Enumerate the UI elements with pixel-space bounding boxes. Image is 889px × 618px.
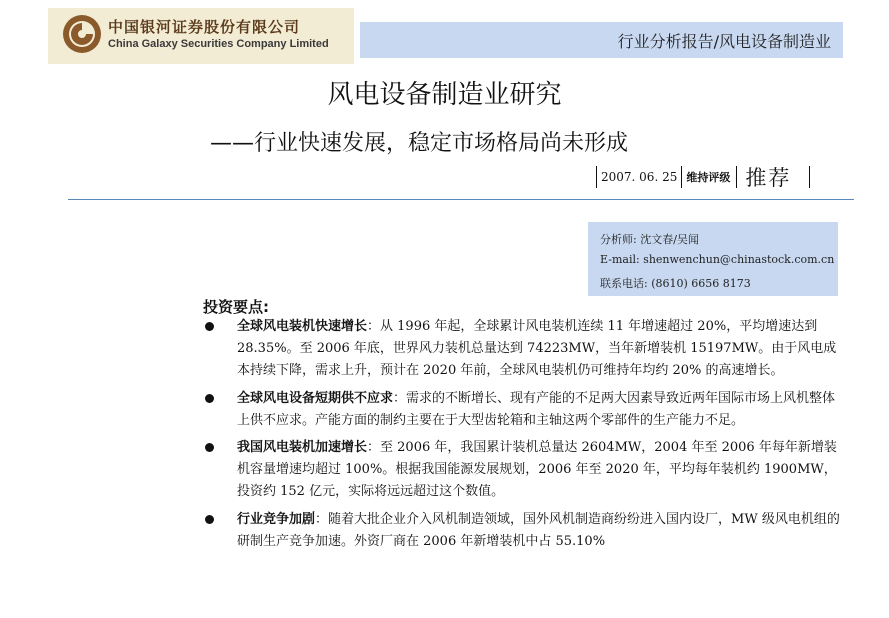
rating-label: 维持评级 (686, 171, 731, 184)
analyst-names: 分析师: 沈文春/吴闻 (600, 233, 699, 246)
list-item (203, 437, 843, 504)
bullet-text: ：随着大批企业介入风机制造领域，国外风机制造商纷纷进入国内设厂，MW 级风电机组的研制生产竞争加速。外资厂商在 2006 年新增装机中占 55.10% (237, 511, 840, 549)
rating-bar (596, 165, 810, 189)
header-rule (68, 199, 854, 200)
report-date: 2007. 06. 25 (601, 170, 678, 184)
divider (736, 166, 737, 188)
bullet-text: ：至 2006 年，我国累计装机总量达 2604MW，2004 年至 2006 年每年新增装机容量增速均超过 100%。根据我国能源发展规划，2006 年至 2020 年，平均每年装机约 1900MW，投资约 152 亿元，实际将远远超过这个数值。 (237, 440, 837, 500)
bullet-icon (205, 394, 214, 403)
bullet-icon (205, 515, 214, 524)
divider (681, 166, 682, 188)
analyst-email[interactable]: E-mail: shenwenchun@chinastock.com.cn (600, 253, 835, 266)
company-name-cn: 中国银河证券股份有限公司 (108, 18, 301, 36)
bullet-text: ：从 1996 年起，全球累计风电装机连续 11 年增速超过 20%，平均增速达到 28.35%。至 2006 年底，世界风力装机总量达到 74223MW，当年新增装机 15197MW。由于风电成本持续下降，需求上升，预计在 2020 年前，全球风电装机仍可维持年均约 20% 的高速增长。 (237, 319, 837, 379)
investment-points-list (203, 316, 843, 558)
bullet-lead: 行业竞争加剧 (237, 511, 316, 527)
bullet-lead: 全球风电装机快速增长 (237, 319, 368, 334)
bullet-lead: 我国风电装机加速增长 (237, 440, 368, 456)
report-title: 风电设备制造业研究 (327, 80, 562, 110)
galaxy-logo-icon (61, 13, 103, 55)
bullet-text: ：需求的不断增长、现有产能的不足两大因素导致近两年国际市场上风机整体上供不应求。产能方面的制约主要在于大型齿轮箱和主轴这两个零部件的生产能力不足。 (237, 390, 836, 428)
list-item (203, 388, 843, 432)
bullet-lead: 全球风电设备短期供不应求 (237, 390, 394, 406)
list-item (203, 509, 843, 553)
report-category: 行业分析报告/风电设备制造业 (617, 32, 831, 51)
divider (809, 166, 810, 188)
company-name-en: China Galaxy Securities Company Limited (108, 38, 329, 50)
list-item (203, 316, 843, 383)
divider (596, 166, 597, 188)
section-heading: 投资要点: (203, 298, 269, 316)
bullet-icon (205, 443, 214, 452)
report-subtitle: ——行业快速发展，稳定市场格局尚未形成 (210, 131, 629, 156)
rating-value: 推荐 (745, 166, 792, 190)
bullet-icon (205, 322, 214, 331)
analyst-phone: 联系电话: (8610) 6656 8173 (600, 277, 751, 290)
